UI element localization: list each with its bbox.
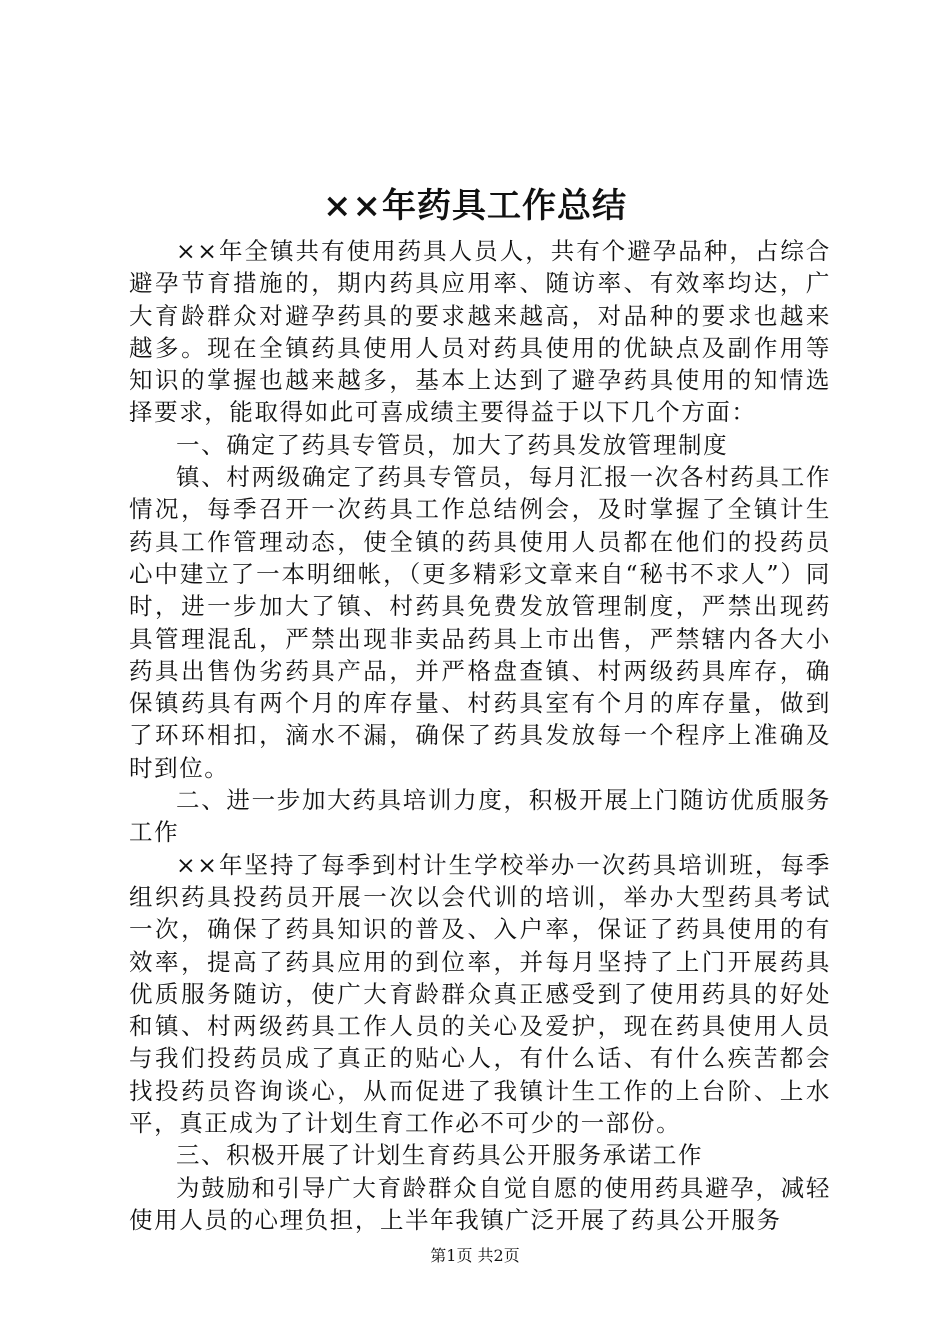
section-paragraph-1: 镇、村两级确定了药具专管员，每月汇报一次各村药具工作情况，每季召开一次药具工作总结例会，及时掌握了全镇计生药具工作管理动态，使全镇的药具使用人员都在他们的投药员心中建立了一本明细帐，（更多精彩文章来自“秘书不求人”）同时，进一步加大了镇、村药具免费发放管理制度，严禁出现药具管理混乱，严禁出现非卖品药具上市出售，严禁辖内各大小药具出售伪劣药具产品，并严格盘查镇、村两级药具库存，确保镇药具有两个月的库存量、村药具室有个月的库存量，做到了环环相扣，滴水不漏，确保了药具发放每一个程序上准确及时到位。	[129, 463, 831, 782]
page-number-footer: 第1页 共2页	[430, 1246, 520, 1265]
section-heading-2: 二、进一步加大药具培训力度，积极开展上门随访优质服务工作	[129, 786, 831, 847]
section-paragraph-2: ××年坚持了每季到村计生学校举办一次药具培训班，每季组织药具投药员开展一次以会代训的培训，举办大型药具考试一次，确保了药具知识的普及、入户率，保证了药具使用的有效率，提高了药具应用的到位率，并每月坚持了上门开展药具优质服务随访，使广大育龄群众真正感受到了使用药具的好处和镇、村两级药具工作人员的关心及爱护，现在药具使用人员与我们投药员成了真正的贴心人，有什么话、有什么疾苦都会找投药员咨询谈心，从而促进了我镇计生工作的上台阶、上水平，真正成为了计划生育工作必不可少的一部份。	[129, 850, 831, 1138]
document-body	[129, 235, 831, 1236]
section-paragraph-3: 为鼓励和引导广大育龄群众自觉自愿的使用药具避孕，减轻使用人员的心理负担，上半年我镇广泛开展了药具公开服务	[129, 1173, 831, 1234]
document-title: ××年药具工作总结	[323, 186, 627, 226]
intro-paragraph: ××年全镇共有使用药具人员人，共有个避孕品种，占综合避孕节育措施的，期内药具应用率、随访率、有效率均达，广大育龄群众对避孕药具的要求越来越高，对品种的要求也越来越多。现在全镇药具使用人员对药具使用的优缺点及副作用等知识的掌握也越来越多，基本上达到了避孕药具使用的知情选择要求，能取得如此可喜成绩主要得益于以下几个方面：	[129, 237, 831, 427]
section-heading-1: 一、确定了药具专管员，加大了药具发放管理制度	[176, 430, 729, 459]
section-heading-3: 三、积极开展了计划生育药具公开服务承诺工作	[176, 1141, 704, 1170]
